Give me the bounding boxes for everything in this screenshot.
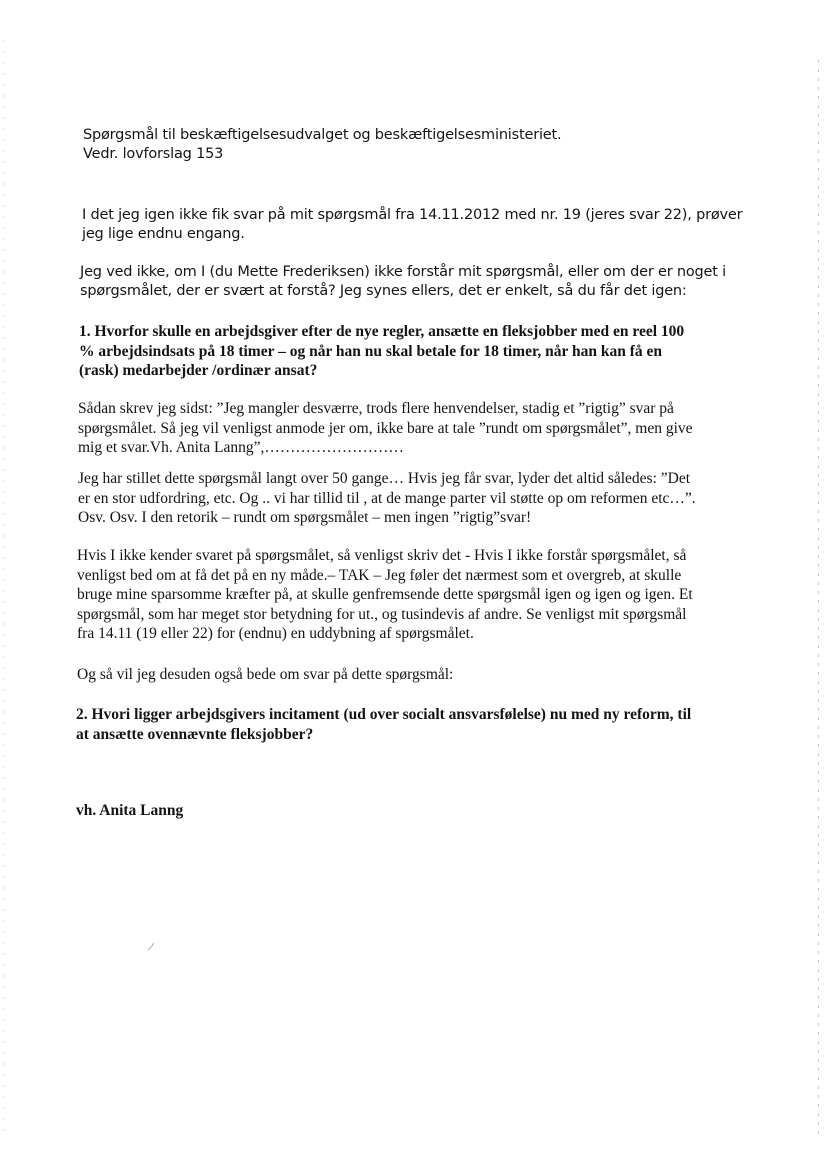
scan-speck (146, 940, 158, 952)
question-2 (76, 705, 691, 744)
request-paragraph (77, 546, 693, 644)
paragraph-line: Sådan skrev jeg sidst: ”Jeg mangler desværre, trods flere henvendelser, stadig et ”rigtig” svar på (78, 400, 674, 417)
paragraph-line: er en stor udfordring, etc. Og .. vi har tillid til , at de mange parter vil støtte op om reformen etc…”. (78, 489, 696, 507)
last-time-paragraph (78, 399, 693, 458)
intro-paragraph (82, 206, 742, 243)
paragraph-line: fra 14.11 (19 eller 22) for (endnu) en uddybning af spørgsmålet. (77, 625, 474, 642)
letter-header (83, 126, 561, 163)
header-line: Spørgsmål til beskæftigelsesudvalget og beskæftigelsesministeriet. (83, 127, 562, 143)
signature-text: vh. Anita Lanng (76, 802, 184, 819)
also-paragraph (77, 665, 453, 685)
doubt-paragraph (80, 263, 726, 300)
paragraph-line: Hvis I ikke kender svaret på spørgsmålet, så venligst skriv det - Hvis I ikke forstår spørgsmålet, så (77, 547, 687, 564)
paragraph-line: Og så vil jeg desuden også bede om svar på dette spørgsmål: (77, 666, 454, 683)
scan-edge-left (3, 40, 4, 1140)
header-line: Vedr. lovforslag 153 (83, 145, 224, 162)
question-line: 2. Hvori ligger arbejdsgivers incitament (ud over socialt ansvarsfølelse) nu med ny reform, til (76, 706, 692, 723)
question-1 (79, 322, 684, 381)
question-line: (rask) medarbejder /ordinær ansat? (79, 362, 318, 379)
paragraph-line: mig et svar.Vh. Anita Lanng”,……………………… (78, 439, 404, 456)
paragraph-line: Jeg har stillet dette spørgsmål langt over 50 gange… Hvis jeg får svar, lyder det altid således: ”Det (78, 470, 691, 487)
paragraph-line: Jeg ved ikke, om I (du Mette Frederiksen) ikke forstår mit spørgsmål, eller om der er noget i (80, 264, 726, 280)
paragraph-line: spørgsmålet. Så jeg vil venligst anmode jer om, ikke bare at tale ”rundt om spørgsmålet”, men give (78, 419, 693, 437)
paragraph-line: Osv. Osv. I den retorik – rundt om spørgsmålet – men ingen ”rigtig”svar! (78, 509, 532, 526)
question-line: % arbejdsindsats på 18 timer – og når han nu skal betale for 18 timer, når han kan få en (79, 342, 663, 360)
asked-many-paragraph (78, 469, 696, 528)
question-line: at ansætte ovennævnte fleksjobber? (76, 725, 314, 743)
paragraph-line: jeg lige endnu engang. (82, 225, 245, 242)
signature (76, 801, 183, 821)
paragraph-line: I det jeg igen ikke fik svar på mit spørgsmål fra 14.11.2012 med nr. 19 (jeres svar 22), prøver (82, 207, 743, 223)
paragraph-line: venligst bed om at få det på en ny måde.– TAK – Jeg føler det nærmest som et overgreb, at skulle (77, 566, 682, 584)
paragraph-line: spørgsmål, som har meget stor betydning for ut., og tusindevis af andre. Se venligst mit spørgsmål (77, 605, 687, 623)
paragraph-line: spørgsmålet, der er svært at forstå? Jeg synes ellers, det er enkelt, så du får det igen: (80, 282, 687, 299)
paragraph-line: bruge mine sparsomme kræfter på, at skulle genfremsende dette spørgsmål igen og igen og igen. Et (77, 586, 693, 603)
scan-edge-right (818, 60, 819, 1140)
question-line: 1. Hvorfor skulle en arbejdsgiver efter de nye regler, ansætte en fleksjobber med en reel 100 (79, 323, 685, 340)
